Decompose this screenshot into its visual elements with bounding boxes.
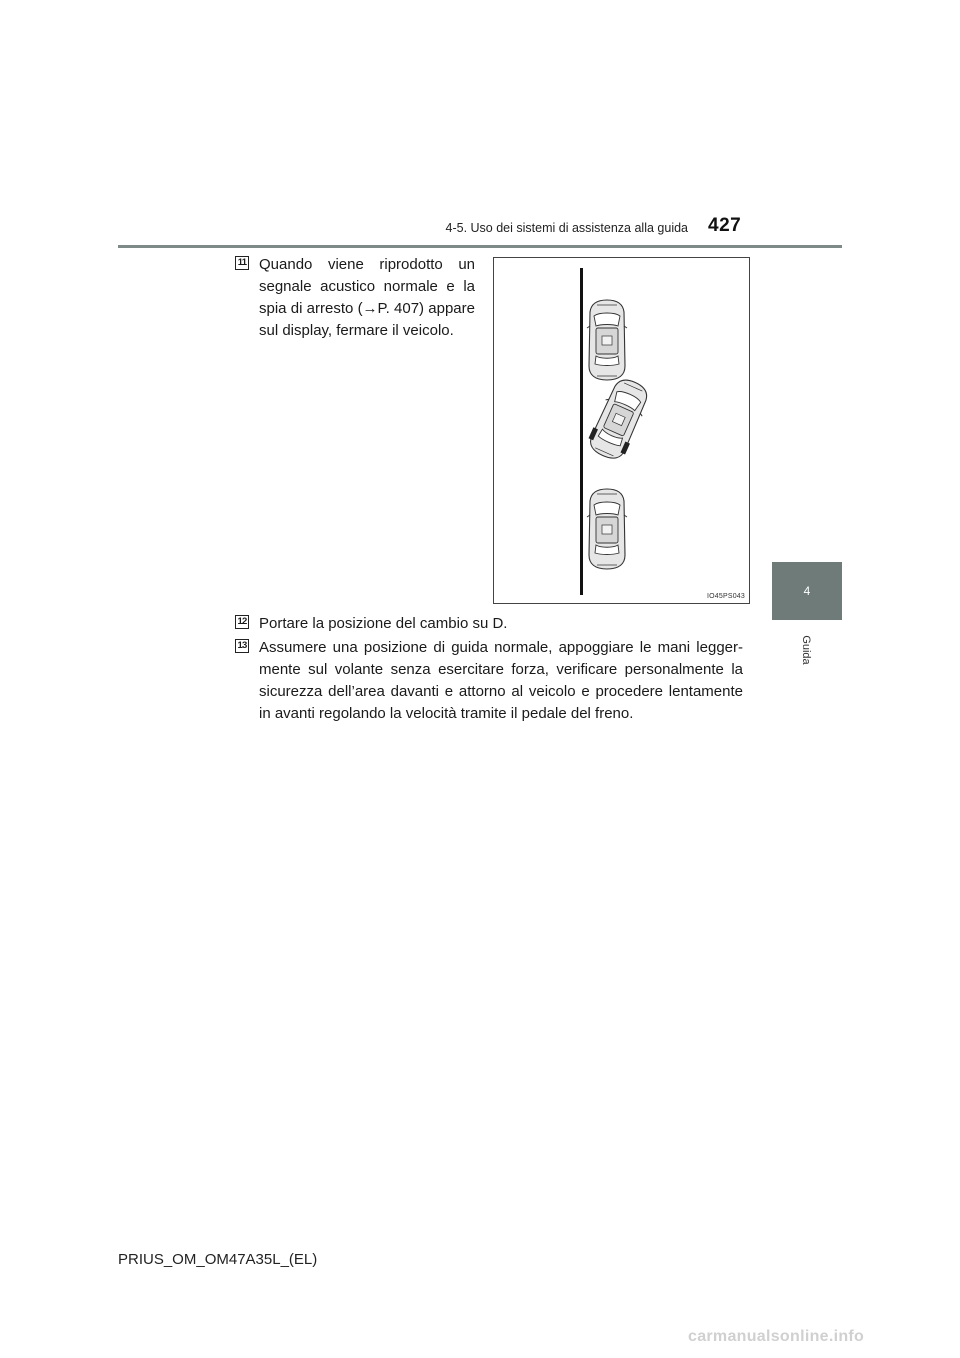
parking-diagram xyxy=(494,258,751,605)
step-11-text: Quando viene riprodotto un segnale acustico normale e la spia di arresto (→P. 407) appare sul display, fermare il veicolo. xyxy=(259,256,475,339)
chapter-tab-label: Guida xyxy=(800,635,812,665)
chapter-tab[interactable] xyxy=(772,562,842,620)
figure-code: IO45PS043 xyxy=(707,593,745,600)
watermark: carmanualsonline.info xyxy=(688,1328,865,1345)
header-rule xyxy=(118,245,842,248)
header-section-title: 4-5. Uso dei sistemi di assistenza alla guida xyxy=(445,221,688,235)
step-marker-13: 13 xyxy=(235,639,249,653)
step-13-text: Assumere una posizione di guida normale, appoggiare le mani legger-mente sul volante senza esercitare forza, verificare personalmente la sicurezza dell’area davanti e attorno al veicolo e procedere lentamente in avanti regolando la velocità tramite il pedale del freno. xyxy=(259,639,743,722)
parking-illustration xyxy=(493,257,750,604)
parked-car-rear-icon xyxy=(587,489,627,569)
step-12-text: Portare la posizione del cambio su D. xyxy=(259,615,508,632)
chapter-number: 4 xyxy=(803,584,811,598)
curb-line xyxy=(580,268,583,595)
step-marker-11: 11 xyxy=(235,256,249,270)
step-marker-12: 12 xyxy=(235,615,249,629)
parked-car-front-icon xyxy=(587,300,627,380)
page-number: 427 xyxy=(708,215,742,236)
footer-document-id: PRIUS_OM_OM47A35L_(EL) xyxy=(118,1251,318,1268)
maneuvering-car-icon xyxy=(584,374,653,463)
